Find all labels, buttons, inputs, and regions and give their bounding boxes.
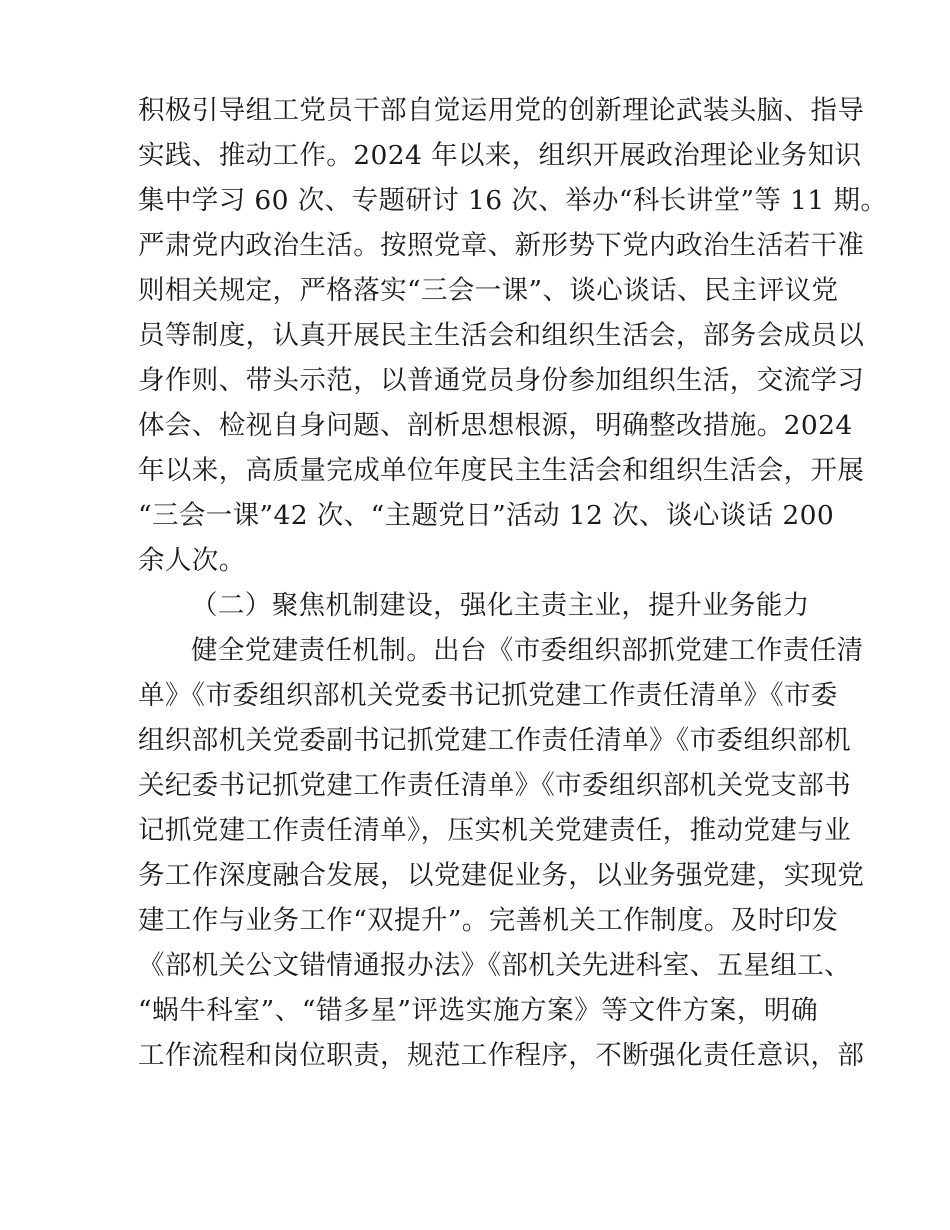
text-line: 体会、检视自身问题、剖析思想根源，明确整改措施。2024: [138, 410, 853, 441]
body-paragraph: [138, 628, 865, 1078]
text-line: 健全党建责任机制。出台《市委组织部抓党建工作责任清: [191, 635, 864, 666]
text-line: 积极引导组工党员干部自觉运用党的创新理论武装头脑、指导: [138, 95, 865, 126]
text-line: 记抓党建工作责任清单》，压实机关党建责任，推动党建与业: [138, 815, 852, 846]
text-line: 务工作深度融合发展，以党建促业务，以业务强党建，实现党: [138, 860, 865, 891]
text-line: 建工作与业务工作“双提升”。完善机关工作制度。及时印发: [138, 905, 839, 936]
text-line: 《部机关公文错情通报办法》《部机关先进科室、五星组工、: [138, 950, 852, 981]
document-text-block: [138, 88, 888, 1078]
text-line: 组织部机关党委副书记抓党建工作责任清单》《市委组织部机: [138, 725, 852, 756]
text-line: 集中学习 60 次、专题研讨 16 次、举办“科长讲堂”等 11 期。: [138, 185, 888, 216]
text-line: 单》《市委组织部机关党委书记抓党建工作责任清单》《市委: [138, 680, 838, 711]
text-line: 实践、推动工作。2024 年以来，组织开展政治理论业务知识: [138, 140, 862, 171]
text-line: （二）聚焦机制建设，强化主责主业，提升业务能力: [191, 590, 810, 621]
text-line: 余人次。: [138, 545, 246, 576]
text-line: “三会一课”42 次、“主题党日”活动 12 次、谈心谈话 200: [138, 500, 835, 531]
text-line: “蜗牛科室”、“错多星”评选实施方案》等文件方案，明确: [138, 995, 818, 1026]
text-line: 严肃党内政治生活。按照党章、新形势下党内政治生活若干准: [138, 230, 865, 261]
text-line: 年以来，高质量完成单位年度民主生活会和组织生活会，开展: [138, 455, 865, 486]
text-line: 员等制度，认真开展民主生活会和组织生活会，部务会成员以: [138, 320, 865, 351]
text-line: 则相关规定，严格落实“三会一课”、谈心谈话、民主评议党: [138, 275, 839, 306]
text-line: 工作流程和岗位职责，规范工作程序，不断强化责任意识，部: [138, 1040, 865, 1071]
text-line: 身作则、带头示范，以普通党员身份参加组织生活，交流学习: [138, 365, 865, 396]
section-heading: [138, 583, 818, 628]
body-paragraph: [138, 88, 888, 583]
text-line: 关纪委书记抓党建工作责任清单》《市委组织部机关党支部书: [138, 770, 852, 801]
